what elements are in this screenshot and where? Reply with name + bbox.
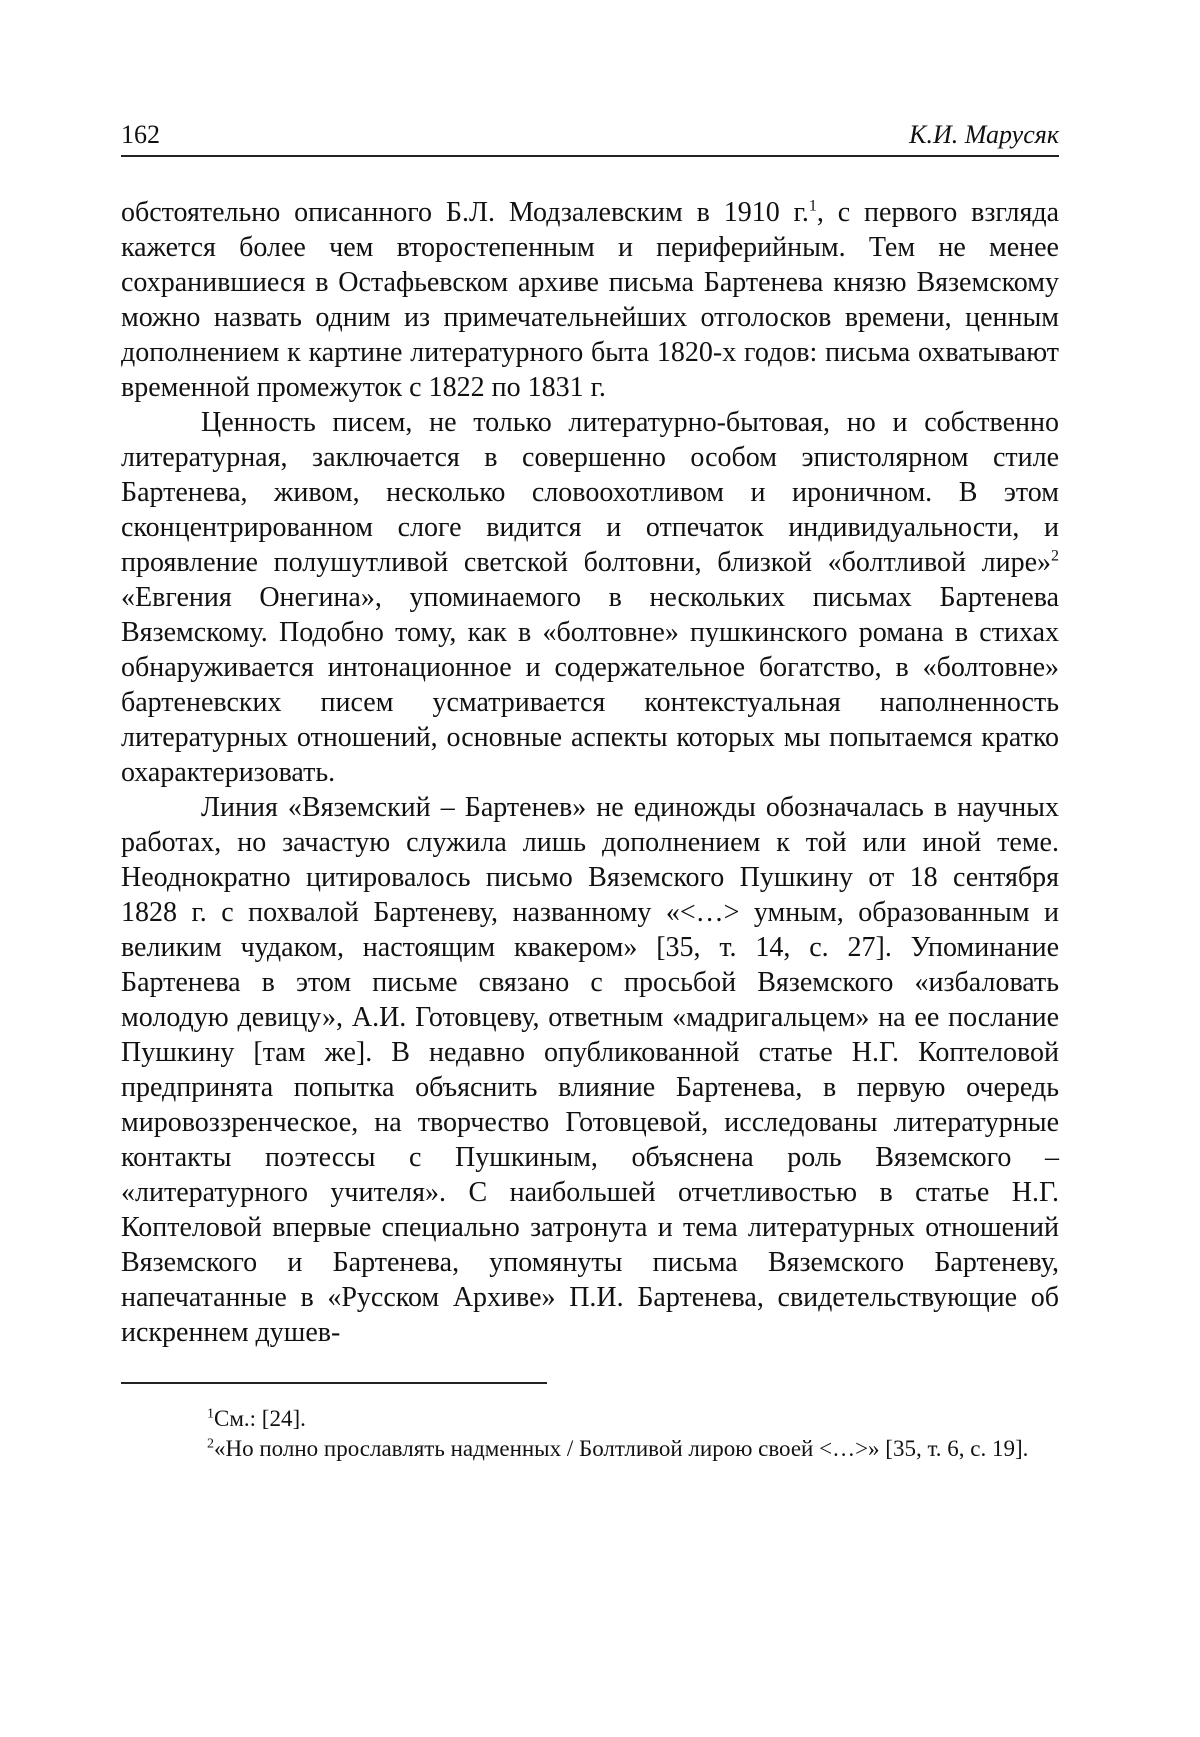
footnote-2 xyxy=(121,1434,1059,1464)
footnote-mark-2: 2 xyxy=(207,1436,214,1452)
paragraph-3: Линия «Вяземский – Бартенев» не единожды обозначалась в научных работах, но зачастую служила лишь дополнением к той или иной теме. Неоднократно цитировалось письмо Вяземского Пушкину от 18 сентября 1828 г. с похвалой Бартеневу, названному «<…> умным, образованным и великим чудаком, настоящим квакером» [35, т. 14, с. 27]. Упоминание Бартенева в этом письме связано с просьбой Вяземского «избаловать молодую девицу», А.И. Готовцеву, ответным «мадригальцем» на ее послание Пушкину [там же]. В недавно опубликованной статье Н.Г. Коптеловой предпринята попытка объяснить влияние Бартенева, в первую очередь мировоззренческое, на творчество Готовцевой, исследованы литературные контакты поэтессы с Пушкиным, объяснена роль Вяземского – «литературного учителя». С наибольшей отчетливостью в статье Н.Г. Коптеловой впервые специально затронута и тема литературных отношений Вяземского и Бартенева, упомянуты письма Вяземского Бартеневу, напечатанные в «Русском Архиве» П.И. Бартенева, свидетельствующие об искреннем душев- xyxy=(121,792,1059,1348)
footnotes xyxy=(121,1404,1059,1464)
footnote-text-1: См.: [24]. xyxy=(214,1406,306,1431)
paragraph-1 xyxy=(121,195,1059,405)
footnote-text-2: «Но полно прославлять надменных / Болтливой лирою своей <…>» [35, т. 6, с. 19]. xyxy=(214,1436,1029,1461)
footnote-separator xyxy=(121,1382,547,1384)
page-number: 162 xyxy=(121,120,160,149)
paragraph-1-part-2: , с первого взгляда кажется более чем второстепенным и периферийным. Тем не менее сохранившиеся в Остафьевском архиве письма Бартенева князю Вяземскому можно назвать одним из примечательнейших отголосков времени, ценным дополнением к картине литературного быта 1820-х годов: письма охватывают временной промежуток с 1822 по 1831 г. xyxy=(121,197,1059,403)
footnote-1 xyxy=(121,1404,1059,1434)
footnote-ref-2: 2 xyxy=(1051,547,1059,565)
footnote-mark-1: 1 xyxy=(207,1406,214,1422)
paragraph-2 xyxy=(121,405,1059,790)
book-page xyxy=(121,120,1059,1464)
main-text xyxy=(121,195,1059,1350)
footnote-ref-1: 1 xyxy=(808,197,817,215)
running-author: К.И. Марусяк xyxy=(909,120,1059,149)
paragraph-1-part-1: обстоятельно описанного Б.Л. Модзалевским в 1910 г. xyxy=(121,197,809,228)
paragraph-2-part-2: «Евгения Онегина», упоминаемого в нескольких письмах Бартенева Вяземскому. Подобно тому, как в «болтовне» пушкинского романа в стихах обнаруживается интонационное и содержательное богатство, в «болтовне» бартеневских писем усматривается контекстуальная наполненность литературных отношений, основные аспекты которых мы попытаемся кратко охарактеризовать. xyxy=(121,582,1059,788)
paragraph-2-part-1: Ценность писем, не только литературно-бытовая, но и собственно литературная, заключается в совершенно особом эпистолярном стиле Бартенева, живом, несколько словоохотливом и ироничном. В этом сконцентрированном слоге видится и отпечаток индивидуальности, и проявление полушутливой светской болтовни, близкой «болтливой лире» xyxy=(121,407,1059,578)
running-header xyxy=(121,120,1059,157)
